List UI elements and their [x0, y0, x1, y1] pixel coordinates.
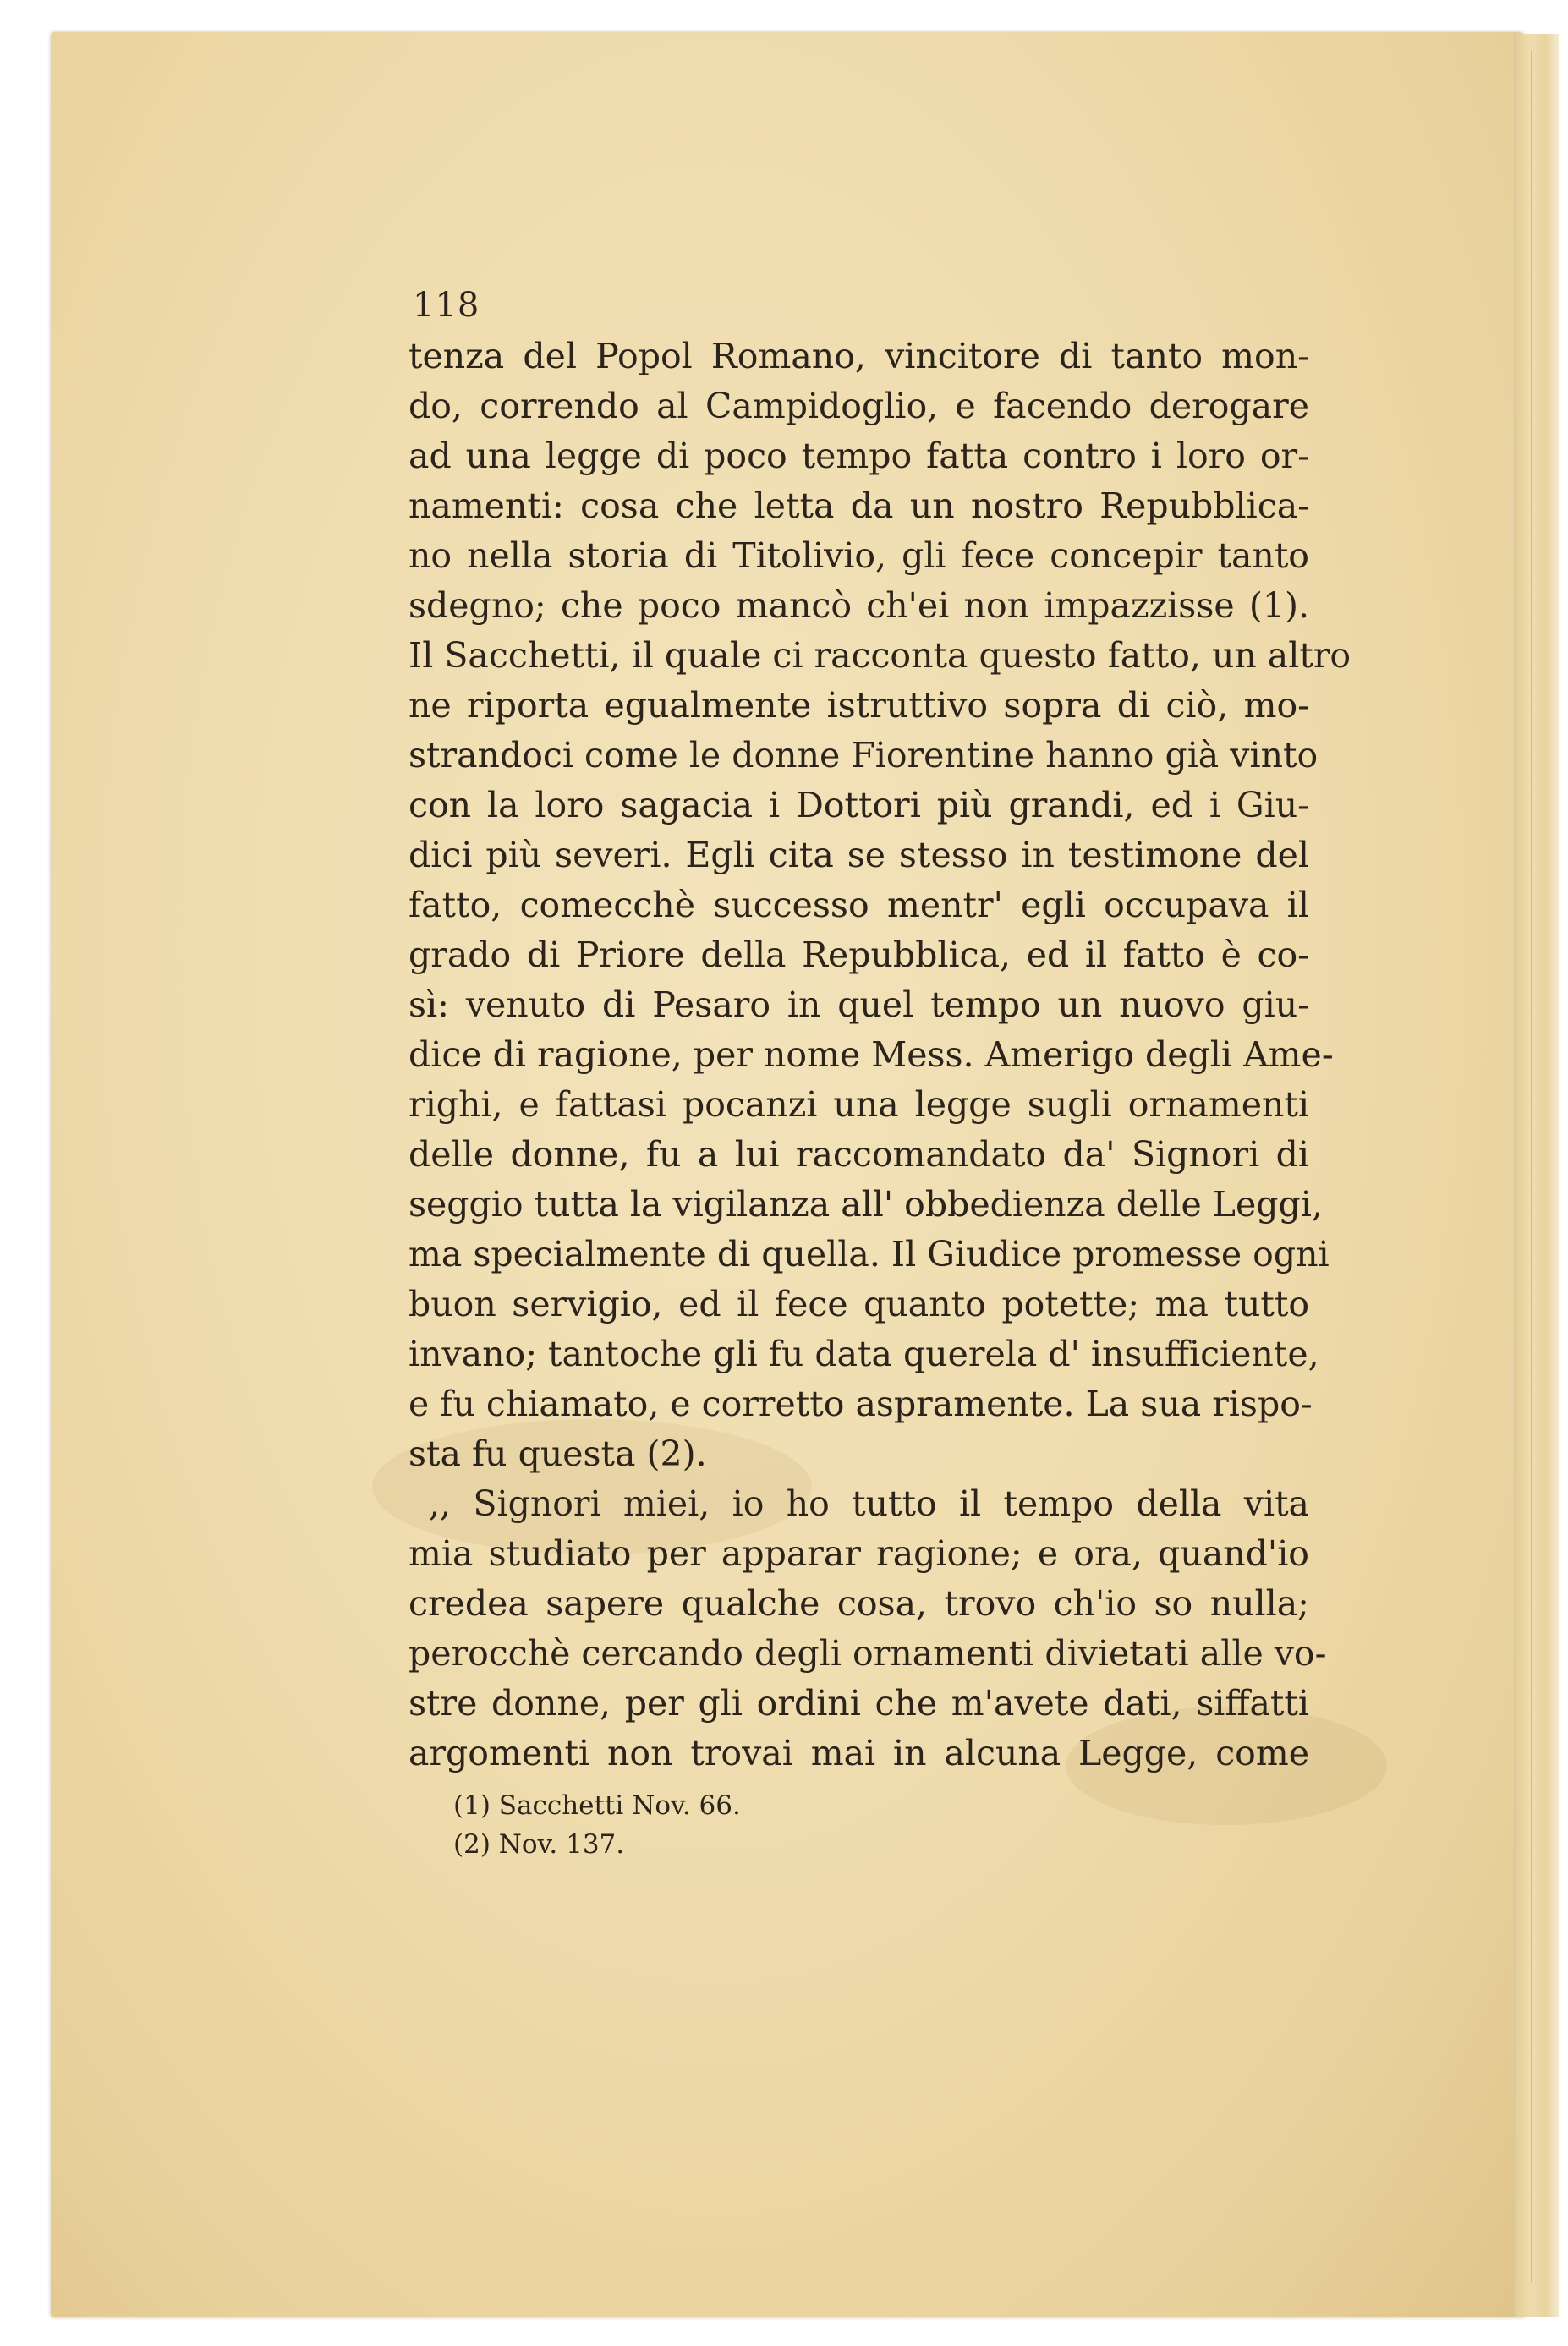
page-number: 118 — [413, 286, 480, 325]
footnote-2: (2) Nov. 137. — [453, 1829, 625, 1860]
footnotes — [453, 1786, 741, 1864]
text-line: grado di Priore della Repubblica, ed il fatto è co- — [408, 935, 1309, 975]
text-line: ne riporta egualmente istruttivo sopra di ciò, mo- — [408, 685, 1309, 726]
binding-fold-line — [1531, 51, 1532, 2283]
text-line: delle donne, fu a lui raccomandato da' Signori di — [408, 1134, 1309, 1175]
text-line: dici più severi. Egli cita se stesso in testimone del — [408, 835, 1309, 875]
text-line: con la loro sagacia i Dottori più grandi, ed i Giu- — [408, 785, 1309, 825]
text-line: sdegno; che poco mancò ch'ei non impazzisse (1). — [408, 585, 1309, 626]
text-line: fatto, comecchè successo mentr' egli occupava il — [408, 885, 1309, 925]
text-line: credea sapere qualche cosa, trovo ch'io so nulla; — [408, 1583, 1309, 1624]
text-line: namenti: cosa che letta da un nostro Repubblica- — [408, 485, 1309, 526]
text-line: righi, e fattasi pocanzi una legge sugli ornamenti — [408, 1084, 1309, 1125]
text-line: do, correndo al Campidoglio, e facendo derogare — [408, 386, 1309, 426]
text-line: mia studiato per apparar ragione; e ora, quand'io — [408, 1533, 1309, 1574]
text-line: strandoci come le donne Fiorentine hanno già vinto — [408, 735, 1319, 776]
text-line-paragraph-start: ,, Signori miei, io ho tutto il tempo della vita — [429, 1483, 1309, 1524]
text-line-paragraph-end: sta fu questa (2). — [408, 1433, 707, 1474]
next-page-edge — [1514, 34, 1559, 2317]
text-line: tenza del Popol Romano, vincitore di tanto mon- — [408, 336, 1309, 376]
text-line: perocchè cercando degli ornamenti divietati alle vo- — [408, 1633, 1327, 1674]
footnote-1: (1) Sacchetti Nov. 66. — [453, 1790, 741, 1821]
text-line: seggio tutta la vigilanza all' obbedienza delle Leggi, — [408, 1184, 1323, 1225]
text-line: no nella storia di Titolivio, gli fece concepir tanto — [408, 535, 1309, 576]
text-line: argomenti non trovai mai in alcuna Legge, come — [408, 1733, 1309, 1773]
text-line: dice di ragione, per nome Mess. Amerigo degli Ame- — [408, 1034, 1334, 1075]
text-line: e fu chiamato, e corretto aspramente. La sua rispo- — [408, 1384, 1313, 1424]
text-line: invano; tantoche gli fu data querela d' insufficiente, — [408, 1334, 1319, 1374]
text-line: sì: venuto di Pesaro in quel tempo un nuovo giu- — [408, 984, 1309, 1025]
text-line: ma specialmente di quella. Il Giudice promesse ogni — [408, 1234, 1330, 1274]
text-line: ad una legge di poco tempo fatta contro i loro or- — [408, 436, 1309, 476]
text-line: stre donne, per gli ordini che m'avete dati, siffatti — [408, 1683, 1309, 1724]
text-line: Il Sacchetti, il quale ci racconta questo fatto, un altro — [408, 635, 1351, 676]
text-line: buon servigio, ed il fece quanto potette; ma tutto — [408, 1284, 1309, 1324]
